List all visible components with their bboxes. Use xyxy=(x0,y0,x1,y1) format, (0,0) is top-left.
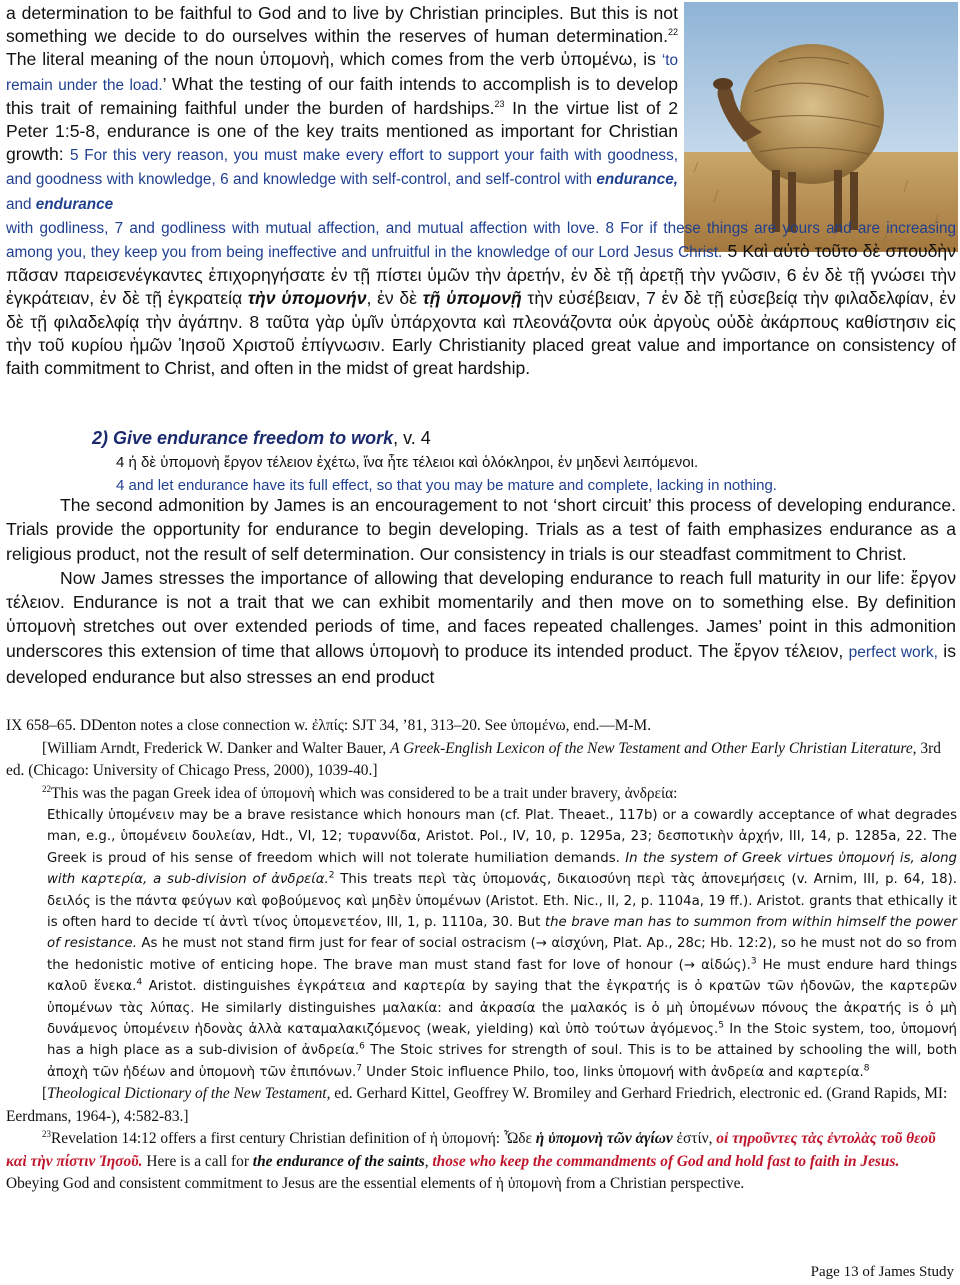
tdnt-text-4: He must endure hard things καλοῦ ἕνεκα. xyxy=(47,957,958,995)
tdnt-text-8: Under Stoic influence Philo, too, links ὑπομονή with ἀνδρεία and καρτερία. xyxy=(361,1064,864,1080)
p3-text-a: Now James stresses the importance of allowing that developing endurance to reach full maturity in our life: ἔργον τέλειον. Endurance is not a trait that we can exhibit momentarily and then move on to something else. By definition ὑπομονὴ stretches out over extended periods of time, and faces repeated challenges. James’ point in this admonition underscores this extension of time that allows ὑπομονὴ to produce its intended product. The ἔργον τέλειον, xyxy=(6,567,956,661)
peter-quote-endurance-2: endurance xyxy=(35,195,114,213)
body-paragraphs xyxy=(6,493,956,689)
p3-text-c: is developed endurance but also stresses an end product xyxy=(6,640,957,688)
p1-text-d: ’ What the testing of our faith intends to accomplish is to develop this trait of remaining faithful under the burden of hardships. xyxy=(6,73,678,118)
tdnt-sup-6: 6 xyxy=(359,1042,365,1053)
footnotes xyxy=(6,715,956,1196)
perfect-work-phrase: perfect work, xyxy=(848,643,938,661)
greek-text-2: , ἐν δὲ xyxy=(366,288,423,309)
paragraph-second-admonition: The second admonition by James is an encouragement to not ‘short circuit’ this process of developing endurance. Trials provide the opportunity for endurance to begin developing. Trials as a test of faith emphasizes endurance as a religious product, not the result of self determination. Our consistency in trials is our steadfast commitment to Christ. xyxy=(6,495,956,564)
section-heading-block xyxy=(92,427,952,496)
citation-open: [William Arndt, Frederick W. Danker and Walter Bauer, xyxy=(42,739,391,757)
peter-quote-3: with godliness, 7 and godliness with mutual affection, and mutual affection with love. 8 For if these things are yours and are increasing among you, they keep you from being ineffective and unfruitful in the knowledge of our Lord Jesus Christ. xyxy=(6,219,956,262)
footnote-22-number: 22 xyxy=(42,783,51,794)
tdnt-emphasis-1: In the system of Greek virtues ὑπομονή is, along with καρτερία, a sub-division of ἀνδρεία. xyxy=(47,850,958,888)
p1-text-f: Early Christianity placed great value and importance on consistency of faith commitment to Christ, and often in the midst of great hardship. xyxy=(6,334,956,379)
tdnt-sup-3: 3 xyxy=(750,956,757,967)
tdnt-paragraph xyxy=(47,805,957,1083)
tdnt-emphasis-2: the brave man has to summon from within himself the power of resistance. xyxy=(47,915,957,952)
greek-emphasis-2: τῇ ὑπομονῇ xyxy=(422,288,522,309)
rev-greek-emphasis: ἡ ὑπομονὴ τῶν ἁγίων xyxy=(535,1130,673,1148)
section-heading-title: 2) Give endurance freedom to work xyxy=(92,428,394,448)
tdnt-sup-4: 4 xyxy=(136,977,143,988)
footnote-23-text-a: Revelation 14:12 offers a first century Christian definition of ἡ ὑπομονή: xyxy=(51,1130,504,1148)
footnote-22 xyxy=(6,783,956,806)
greek-emphasis-1: τὴν ὑπομονήν xyxy=(247,288,367,309)
section-heading xyxy=(92,427,952,449)
footnote-23-comma: , xyxy=(424,1152,433,1170)
p1-text-e: In the virtue list of 2 Peter 1:5-8, endurance is one of the key traits mentioned as important for Christian growth: xyxy=(6,97,678,165)
peter-quote-1: 5 For this very reason, you must make every effort to support your faith with goodness, and goodness with knowledge, 6 and knowledge with self-control, and self-control with xyxy=(6,147,678,189)
rev-greek-1: ἐστίν, xyxy=(672,1130,717,1148)
tdnt-text-1: Ethically ὑπομένειν may be a brave resistance which honours man (cf. Plat. Theaet., 117b) or a cowardly acceptance of what degrades man, e.g., ὑπομένειν δουλείαν, Hdt., VI, 12; τυραννίδα, Aristot. Pol., IV, 10, p. 1295a, 23; δεσποτικὴν ἀρχήν, III, 14, p. 1285a, 22. The Greek is proud of his sense of freedom which will not tolerate humiliation demands. xyxy=(47,808,957,866)
p1-text-a: a determination to be faithful to God and to live by Christian principles. But this is not something we decide to do ourselves within the reserves of human determination. xyxy=(6,3,678,47)
greek-verse: 4 ἡ δὲ ὑπομονὴ ἔργον τέλειον ἐχέτω, ἵνα ἦτε τέλειοι καὶ ὁλόκληροι, ἐν μηδενὶ λειπόμενοι. xyxy=(116,454,699,471)
rev-endurance-phrase: the endurance of the saints xyxy=(252,1152,425,1170)
citation-details: 3rd ed. (Chicago: University of Chicago Press, 2000), 1039-40.] xyxy=(6,739,941,779)
tdnt-citation-open: [ xyxy=(42,1085,48,1103)
rev-greek-0: Ὧδε xyxy=(503,1130,536,1148)
tdnt-text-6: In the Stoic system, too, ὑπομονή has a high place as a sub-division of ἀνδρεία. xyxy=(47,1022,957,1059)
bdag-title: A Greek-English Lexicon of the New Testament and Other Early Christian Literature, xyxy=(390,739,917,757)
footnote-23-text-d: Obeying God and consistent commitment to Jesus are the essential elements of ἡ ὑπομονὴ from a Christian perspective. xyxy=(6,1175,745,1193)
footnote-bdag-line: IX 658–65. DDenton notes a close connection w. ἐλπίς: SJT 34, ’81, 313–20. See ὑπομένω, end.—M-M. xyxy=(6,717,652,734)
footnote-23-text-b: Here is a call for xyxy=(142,1152,253,1170)
tdnt-sup-5: 5 xyxy=(718,1020,724,1031)
greek-text-1: 5 Καὶ αὐτὸ τοῦτο δὲ σπουδὴν πᾶσαν παρεισενέγκαντες ἐπιχορηγήσατε ἐν τῇ πίστει ὑμῶν τὴν ἀρετήν, ἐν δὲ τῇ ἀρετῇ τὴν γνῶσιν, 6 ἐν δὲ τῇ γνώσει τὴν ἐγκράτειαν, ἐν δὲ τῇ ἐγκρατείᾳ xyxy=(6,241,956,309)
tdnt-text-7: The Stoic strives for strength of soul. This is to be attained by schooling the will, both ἀποχὴ τῶν ἡδέων and ὑπομονὴ τῶν ἐπιπόνων. xyxy=(47,1043,957,1080)
tdnt-excerpt xyxy=(47,805,957,1083)
footnote-22-text: This was the pagan Greek idea of ὑπομονὴ which was considered to be a trait under bravery, ἀνδρεία: xyxy=(51,784,678,802)
tdnt-text-3: As he must not stand firm just for fear of social ostracism (→ αἰσχύνη, Plat. Ap., 28c; Hb. 12:2), so he must not do so from the hedonistic motive of enticing hope. The brave man must stand fast for love of honour (→ αἰδώς). xyxy=(47,936,958,973)
p1-text-b: The literal meaning of the noun ὑπομονὴ, which comes from the verb ὑπομένω, is xyxy=(6,49,662,70)
english-verse: 4 and let endurance have its full effect, so that you may be mature and complete, lacking in nothing. xyxy=(116,477,777,494)
footnote-ref-23[interactable]: 23 xyxy=(494,98,505,109)
footnote-tdnt-citation xyxy=(6,1083,956,1128)
tdnt-text-5: Aristot. distinguishes ἐγκράτεια and καρτερία by saying that the ἐγκρατής is ὁ κρατῶν τῶν ἡδονῶν, the καρτερῶν ὑπομένων τὰς λύπας. He similarly distinguishes μαλακία: and ἀκρασία the μαλακός is ὁ μὴ ὑπομένων πόνους the ἀκρατής is ὁ μὴ δυνάμενος ὑπομένειν ἡδονὰς ἀλλὰ καταμαλακιζόμενος (weak, yielding) καὶ ὑπὸ τούτων ἀγόμενος. xyxy=(47,979,957,1038)
page-number: Page 13 of James Study xyxy=(810,1264,954,1280)
main-paragraph xyxy=(6,2,956,380)
tdnt-text-2: This treats περὶ τὰς ὑπομονάς, δικαιοσύνη περὶ τὰς ἀπονεμήσεις (v. Arnim, III, p. 64, 18). δειλός is the πάντα φεύγων καὶ φοβούμενος καὶ μηδὲν ὑπομένων (Aristot. Eth. Nic., II, 2, p. 1104a, 19 ff.). Aristot. grants that ethically it is often hard to decide τί ἀντὶ τίνος ὑπομενετέον, III, 1, p. 1110a, 30. But xyxy=(47,872,957,931)
rev-greek-red: οἱ τηροῦντες τὰς ἐντολὰς τοῦ θεοῦ καὶ τὴν πίστιν Ἰησοῦ. xyxy=(6,1130,936,1170)
footnote-ref-22[interactable]: 22 xyxy=(667,27,678,38)
rev-red-phrase: those who keep the commandments of God and hold fast to faith in Jesus. xyxy=(432,1152,900,1170)
tdnt-sup-8: 8 xyxy=(863,1063,870,1074)
paragraph-mature-endurance xyxy=(6,566,956,689)
tdnt-citation-details: ed. Gerhard Kittel, Geoffrey W. Bromiley and Gerhard Friedrich, electronic ed. (Grand Rapids, MI: Eerdmans, 1964-), 4:582-83.] xyxy=(6,1085,948,1125)
section-heading-ref: , v. 4 xyxy=(393,428,431,448)
greek-text-3: τὴν εὐσέβειαν, 7 ἐν δὲ τῇ εὐσεβείᾳ τὴν φιλαδελφίαν, ἐν δὲ τῇ φιλαδελφίᾳ τὴν ἀγάπην. 8 ταῦτα γὰρ ὑμῖν ὑπάρχοντα καὶ πλεονάζοντα οὐκ ἀργοὺς οὐδὲ ἀκάρπους καθίστησιν εἰς τὴν τοῦ κυρίου ἡμῶν Ἰησοῦ Χριστοῦ ἐπίγνωσιν. xyxy=(6,288,956,355)
footnote-bdag-citation xyxy=(6,738,956,783)
footnote-23 xyxy=(6,1128,956,1196)
tdnt-title: Theological Dictionary of the New Testament, xyxy=(47,1085,331,1103)
peter-quote-endurance-1: endurance, xyxy=(596,171,678,189)
tdnt-sup-7: 7 xyxy=(356,1063,362,1074)
p1-literal-meaning: ‘to remain under the load. xyxy=(6,52,678,94)
peter-quote-2: and xyxy=(6,195,36,213)
tdnt-sup-2: 2 xyxy=(328,870,335,881)
footnote-23-number: 23 xyxy=(42,1129,51,1140)
